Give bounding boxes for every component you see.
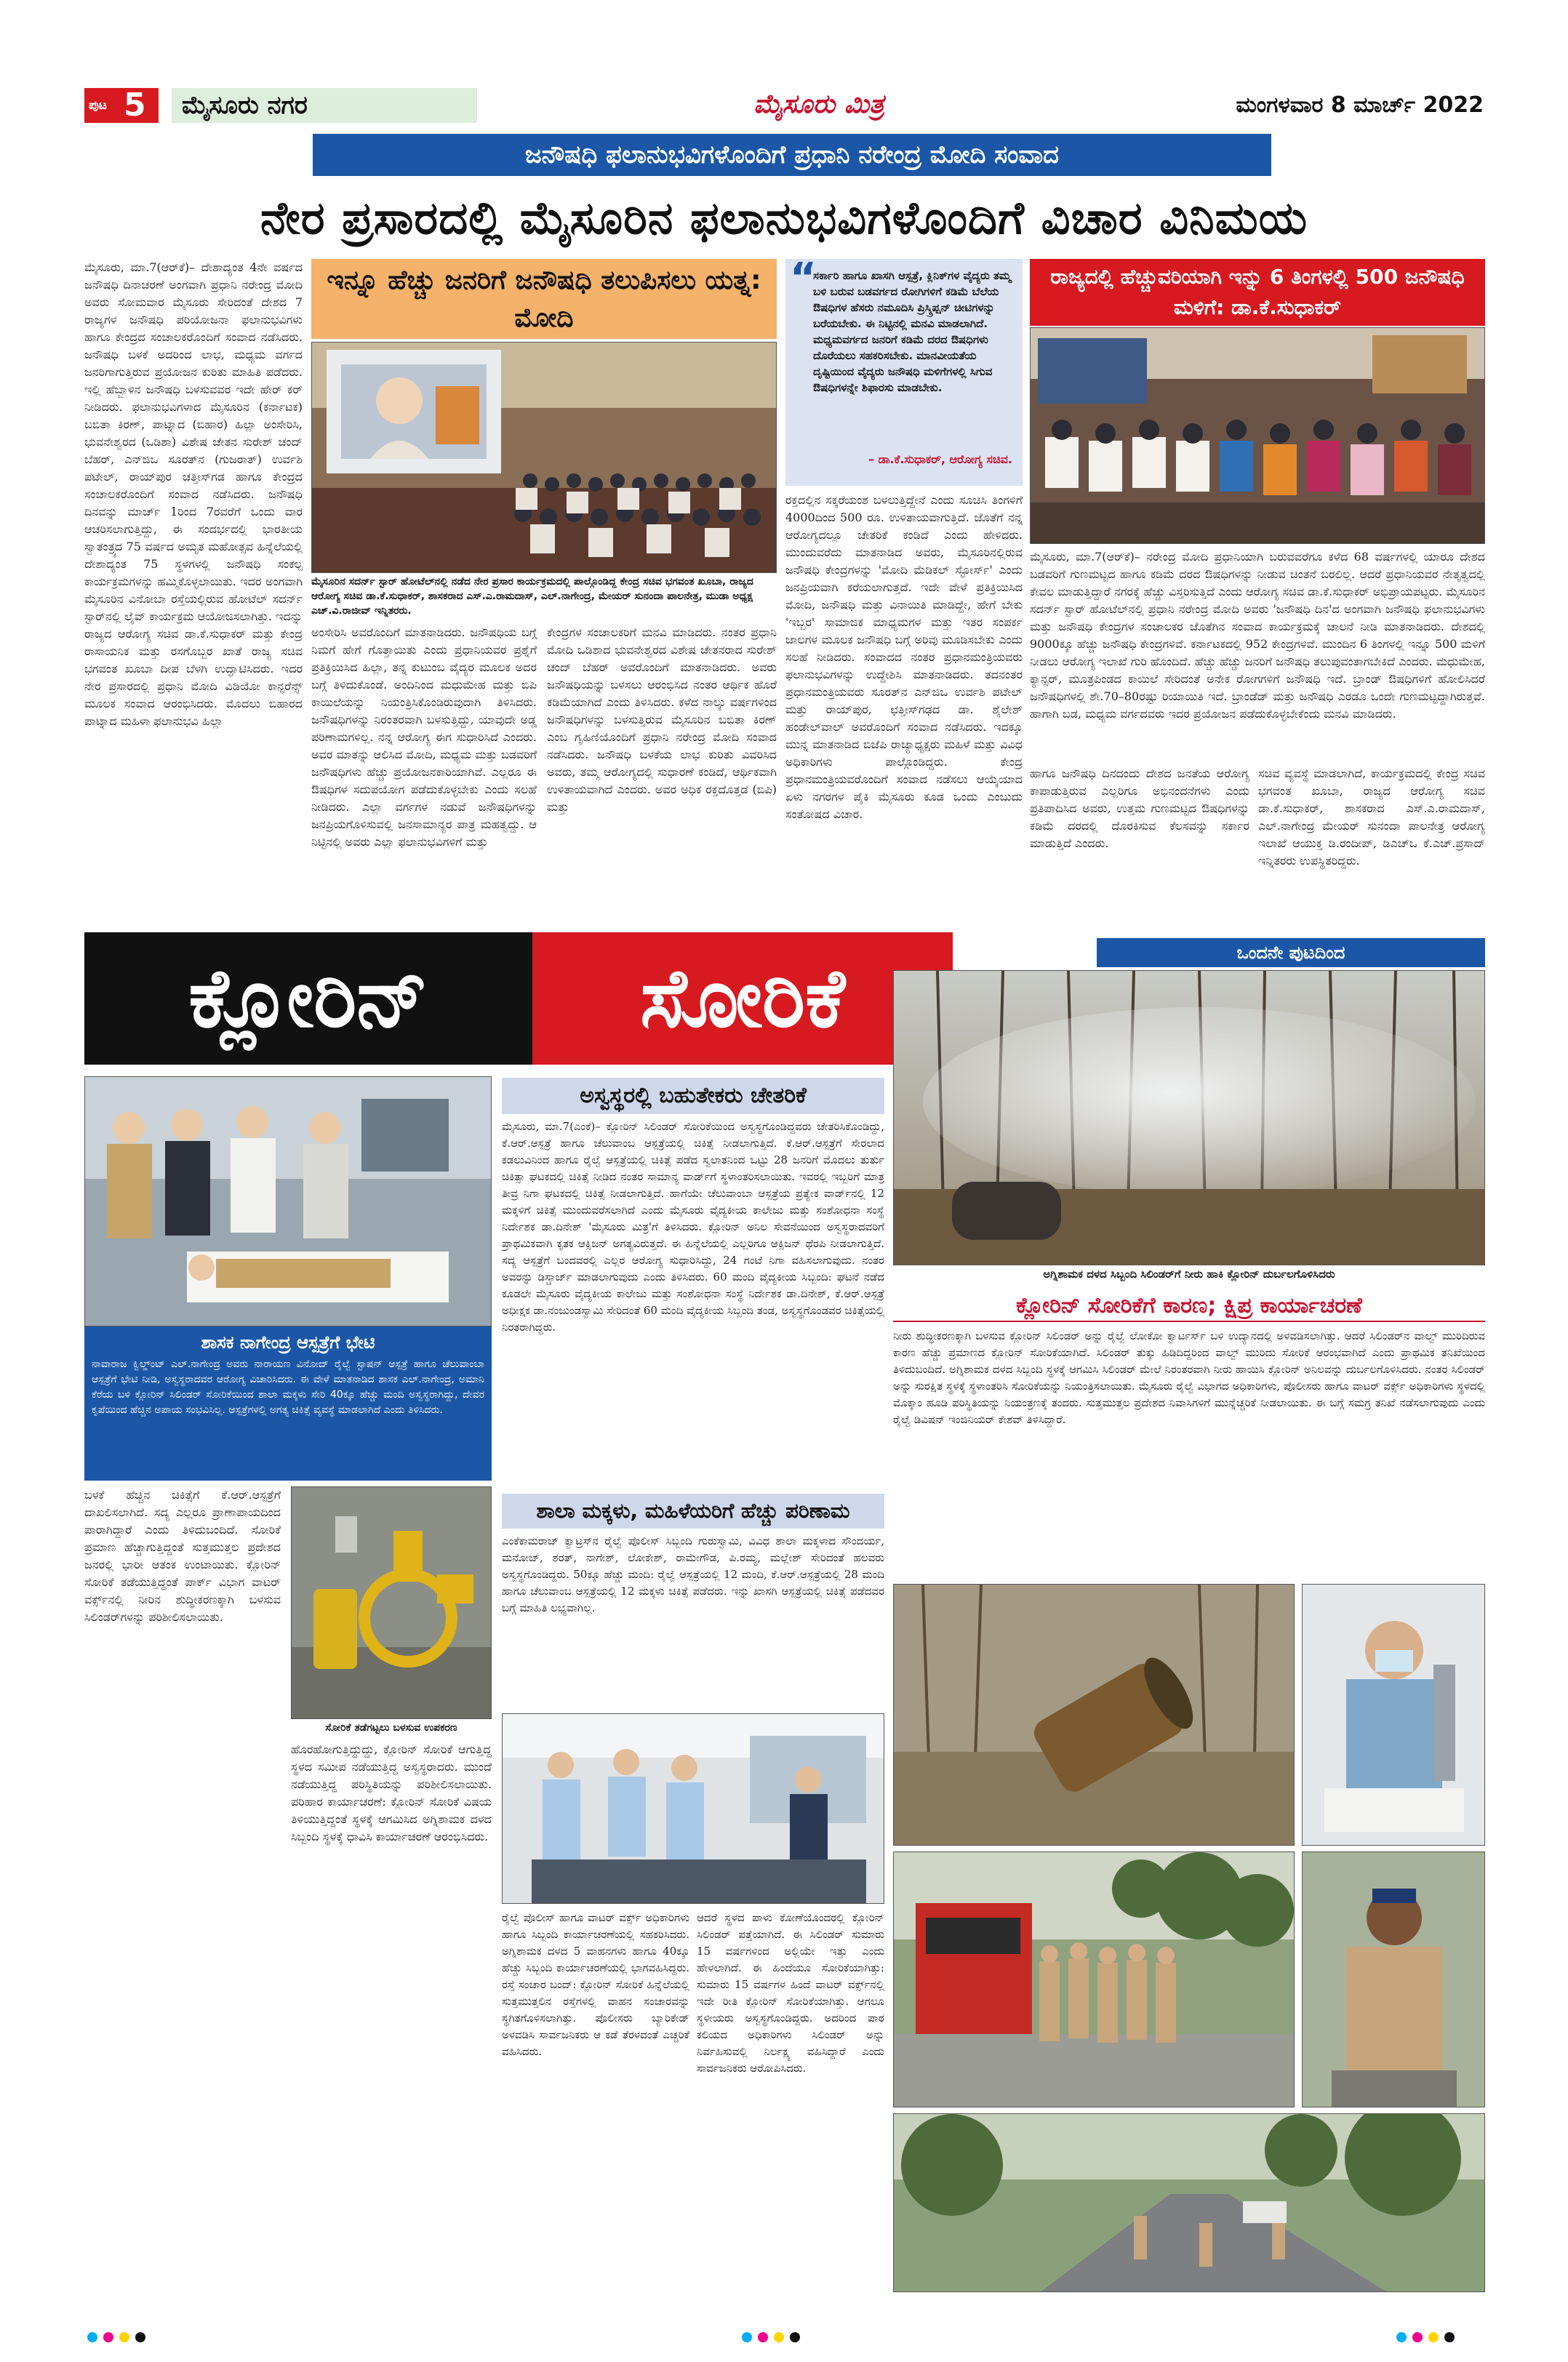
chlorine-banner-right bbox=[532, 932, 953, 1065]
sub3-head: ಕ್ಲೋರಿನ್ ಸೋರಿಕೆಗೆ ಕಾರಣ; ಕ್ಷಿಪ್ರ ಕಾರ್ಯಾಚರಣೆ bbox=[893, 1290, 1485, 1322]
story1-column-3: ರಕ್ತದಲ್ಲಿನ ಸಕ್ಕರೆಯಂಶ ಬಳಲುತ್ತಿದ್ದೇನೆ ಎಂದು ಸೂಚಿಸಿ ತಿಂಗಳಿಗೆ 4000ದಿಂದ 500 ರೂ. ಉಳಿತಾಯವಾಗುತ್ತಿದೆ. ಜೊತೆಗೆ ನನ್ನ ಆರೋಗ್ಯದಲ್ಲೂ ಚೇತರಿಕೆ ಕಂಡಿದೆ ಎಂದು ಹೇಳಿದರು. ಮುಂದುವರೆದು ಮಾತನಾಡಿದ ಅವರು, ಮೈಸೂರಿನಲ್ಲಿರುವ ಜನೌಷಧಿ ಕೇಂದ್ರಗಳನ್ನು 'ಮೋದಿ ಮೆಡಿಕಲ್ ಸ್ಟೋರ್ಸ್' ಎಂದು ಜನಪ್ರಿಯವಾಗಿ ಕರೆಯಲಾಗುತ್ತದೆ. ಇದೇ ವೇಳೆ ಪ್ರತಿಕ್ರಿಯಿಸಿದ ಮೋದಿ, ಜನೌಷಧಿ ಮತ್ತು ವಿನಾಯಿತಿ ಮಾಡಿದ್ದೇ, ಹೇಗೆ ಬೇಕು 'ಇಬ್ಬರ' ಸಾಮಾಜಿಕ ಮಾಧ್ಯಮಗಳ ಮತ್ತು ಇತರ ಸಂಪರ್ಕ ಜಾಲಗಳ ಮೂಲಕ ಜನೌಷಧಿ ಬಗ್ಗೆ ಅರಿವು ಮೂಡಿಸಬೇಕು ಎಂದು ಸಲಹೆ ನೀಡಿದರು. ಸಂವಾದದ ನಂತರ ಪ್ರಧಾನಮಂತ್ರಿಯವರು ಫಲಾನುಭವಿಗಳನ್ನು ಉದ್ದೇಶಿಸಿ ಮಾತನಾಡಿದರು. ತದನಂತರ ಪ್ರಧಾನಮಂತ್ರಿಯವರು ಸೂರತ್‌ನ ಎನ್‌ಜಿಒ ಉರ್ವಶಿ ಪಟೇಲ್ ಮತ್ತು ರಾಯ್‌ಪುರ, ಛತ್ತೀಸ್‌ಗಢದ ಡಾ. ಶೈಲೇಶ್ ಹಂಡೇಲ್‌ವಾಲ್ ಅವರೊಂದಿಗೆ ಸಂವಾದ ನಡೆಸಿದರು. ಇದಕ್ಕೂ ಮುನ್ನ ಮಾತನಾಡಿದ ಬಿಜೆಪಿ ರಾಜ್ಯಾಧ್ಯಕ್ಷರು ಮಹಿಳೆ ಮತ್ತು ವಿವಿಧ ಅಧಿಕಾರಿಗಳು ಪಾಲ್ಗೊಂಡಿದ್ದರು. ಕೇಂದ್ರ ಪ್ರಧಾನಮಂತ್ರಿಯವರೊಂದಿಗೆ ಸಂವಾದ ನಡೆಸಲು ಆಯ್ಕೆಯಾದ ಏಳು ನಗರಗಳ ಪೈಕಿ ಮೈಸೂರು ಕೂಡ ಒಂದು ಎಂಬುದು ಸಂತೋಷದ ವಿಚಾರ. bbox=[785, 493, 1023, 821]
chlorine-column-d: ಆದರೆ ಸ್ಥಳದ ಪಾಳು ಕೋಣೆಯೊಂದರಲ್ಲಿ ಕ್ಲೋರಿನ್ ಸಿಲಿಂಡರ್ ಪತ್ತೆಯಾಗಿದೆ. ಈ ಸಿಲಿಂಡರ್ ಸುಮಾರು 15 ವರ್ಷಗಳಿಂದ ಅಲ್ಲಿಯೇ ಇತ್ತು ಎಂದು ಹೇಳಲಾಗಿದೆ. ಈ ಹಿಂದೆಯೂ ಸೋರಿಕೆಯಾಗಿತ್ತು: ಸುಮಾರು 15 ವರ್ಷಗಳ ಹಿಂದೆ ವಾಟರ್ ವರ್ಕ್ಸ್‌ನಲ್ಲಿ ಇದೇ ರೀತಿ ಕ್ಲೋರಿನ್ ಸೋರಿಕೆಯಾಗಿತ್ತು. ಆಗಲೂ ಸ್ಥಳೀಯರು ಅಸ್ವಸ್ಥಗೊಂಡಿದ್ದರು. ಅದರಿಂದ ಪಾಠ ಕಲಿಯದ ಅಧಿಕಾರಿಗಳು ಸಿಲಿಂಡರ್ ಅನ್ನು ನಿರ್ವಹಿಸುವಲ್ಲಿ ನಿರ್ಲಕ್ಷ್ಯ ವಹಿಸಿದ್ದಾರೆ ಎಂದು ಸಾರ್ವಜನಿಕರು ಆರೋಪಿಸಿದರು. bbox=[697, 1911, 884, 2075]
registration-marks-center bbox=[742, 2331, 829, 2346]
mla-visit-caption-box bbox=[84, 1326, 492, 1481]
story1-photo-caption: ಮೈಸೂರಿನ ಸದರ್ನ್ ಸ್ಟಾರ್ ಹೋಟೆಲ್‌ನಲ್ಲಿ ನಡೆದ ನೇರ ಪ್ರಸಾರ ಕಾರ್ಯಕ್ರಮದಲ್ಲಿ ಪಾಲ್ಗೊಂಡಿದ್ದ ಕೇಂದ್ರ ಸಚಿವ ಭಗವಂತ ಖೂಬಾ, ರಾಜ್ಯದ ಆರೋಗ್ಯ ಸಚಿವ ಡಾ.ಕೆ.ಸುಧಾಕರ್, ಶಾಸಕರಾದ ಎಸ್.ಎ.ರಾಮದಾಸ್, ಎಲ್.ನಾಗೇಂದ್ರ, ಮೇಯರ್ ಸುನಂದಾ ಪಾಲನೇತ್ರ, ಮುಡಾ ಅಧ್ಯಕ್ಷ ಎಚ್.ವಿ.ರಾಜೀವ್ ಇನ್ನಿತರರು. bbox=[311, 576, 753, 617]
issue-date: ಮಂಗಳವಾರ 8 ಮಾರ್ಚ್ 2022 bbox=[1236, 92, 1484, 118]
reg-dot-black bbox=[1444, 2332, 1455, 2342]
story1-bottom-b: ಸಚಿವ ವ್ಯವಸ್ಥೆ ಮಾಡಲಾಗಿದೆ, ಕಾರ್ಯಕ್ರಮದಲ್ಲಿ ಕೇಂದ್ರ ಸಚಿವ ಭಗವಂತ ಖೂಬಾ, ರಾಜ್ಯದ ಆರೋಗ್ಯ ಸಚಿವ ಡಾ.ಕೆ.ಸುಧಾಕರ್, ಶಾಸಕರಾದ ಎಸ್.ಎ.ರಾಮದಾಸ್, ಎಲ್.ನಾಗೇಂದ್ರ ಮೇಯರ್ ಸುನಂದಾ ಪಾಲನೇತ್ರ ಆರೋಗ್ಯ ಇಲಾಖೆ ಆಯುಕ್ತ ಡಿ.ರಂದೀಪ್, ಡಿಎಚ್‌ಒ ಕೆ.ಎಚ್.ಪ್ರಸಾದ್ ಇನ್ನಿತರರು ಉಪಸ್ಥಿತರಿದ್ದರು. bbox=[1258, 766, 1485, 868]
story1-kicker: ಜನೌಷಧಿ ಫಲಾನುಭವಿಗಳೊಂದಿಗೆ ಪ್ರಧಾನಿ ನರೇಂದ್ರ ಮೋದಿ ಸಂವಾದ bbox=[313, 134, 1271, 176]
banner-right-text: ಸೋರಿಕೆ bbox=[640, 951, 845, 1046]
chlorine-column-b: ಹೊರಹೋಗುತ್ತಿದ್ದುದ್ದು, ಕ್ಲೋರಿನ್ ಸೋರಿಕೆ ಆಗುತ್ತಿದ್ದ ಸ್ಥಳದ ಸಮೀಪ ನಡೆಯುತ್ತಿದ್ದ ಅಸ್ವಸ್ಥರಾದರು. ಮುಂದೆ ನಡೆಯುತ್ತಿದ್ದ ಪರಿಸ್ಥಿತಿಯನ್ನು ಪರಿಶೀಲಿಸಲಾಯಿತು. ಪರಿಹಾರ ಕಾರ್ಯಾಚರಣೆ: ಕ್ಲೋರಿನ್ ಸೋರಿಕೆ ವಿಷಯ ತಿಳಿಯುತ್ತಿದ್ದಂತೆ ಸ್ಥಳಕ್ಕೆ ಆಗಮಿಸಿದ ಅಗ್ನಿಶಾಮಕ ದಳದ ಸಿಬ್ಬಂದಿ ಸ್ಥಳಕ್ಕೆ ಧಾವಿಸಿ ಕಾರ್ಯಾಚರಣೆ ಆರಂಭಿಸಿದರು. bbox=[291, 1742, 492, 1843]
reg-dot-yellow bbox=[1428, 2332, 1439, 2342]
continued-from-front: ಒಂದನೇ ಪುಟದಿಂದ bbox=[1097, 938, 1485, 967]
chlorine-column-c: ರೈಲ್ವೆ ಪೊಲೀಸ್ ಹಾಗೂ ವಾಟರ್ ವರ್ಕ್ಸ್ ಅಧಿಕಾರಿಗಳು ಹಾಗೂ ಸಿಬ್ಬಂದಿ ಕಾರ್ಯಾಚರಣೆಯಲ್ಲಿ ಸಹಕರಿಸಿದರು. ಅಗ್ನಿಶಾಮಕ ದಳದ 5 ವಾಹನಗಳು ಹಾಗೂ 40ಕ್ಕೂ ಹೆಚ್ಚು ಸಿಬ್ಬಂದಿ ಕಾರ್ಯಾಚರಣೆಯಲ್ಲಿ ಭಾಗವಹಿಸಿದ್ದರು. ರಸ್ತೆ ಸಂಚಾರ ಬಂದ್: ಕ್ಲೋರಿನ್ ಸೋರಿಕೆ ಹಿನ್ನೆಲೆಯಲ್ಲಿ ಸುತ್ತಮುತ್ತಲಿನ ರಸ್ತೆಗಳಲ್ಲಿ ವಾಹನ ಸಂಚಾರವನ್ನು ಸ್ಥಗಿತಗೊಳಿಸಲಾಗಿತ್ತು. ಪೊಲೀಸರು ಬ್ಯಾರಿಕೇಡ್ ಅಳವಡಿಸಿ ಸಾರ್ವಜನಿಕರು ಆ ಕಡೆ ತೆರಳದಂತೆ ಎಚ್ಚರಿಕೆ ವಹಿಸಿದರು. bbox=[502, 1911, 689, 2058]
modi-video-conference-photo bbox=[311, 342, 777, 573]
chlorine-column-a: ಬಳಕೆ ಹೆಚ್ಚಿನ ಚಿಕಿತ್ಸೆಗೆ ಕೆ.ಆರ್.ಆಸ್ಪತ್ರೆಗೆ ದಾಖಲಿಸಲಾಗಿದೆ. ಸದ್ಯ ಎಲ್ಲರೂ ಪ್ರಾಣಾಪಾಯದಿಂದ ಪಾರಾಗಿದ್ದಾರೆ ಎಂದು ತಿಳಿದುಬಂದಿದೆ. ಸೋರಿಕೆ ಪ್ರಮಾಣ ಹೆಚ್ಚಾಗುತ್ತಿದ್ದಂತೆ ಸುತ್ತಮುತ್ತಲ ಪ್ರದೇಶದ ಜನರಲ್ಲಿ ಭಾರೀ ಆತಂಕ ಉಂಟಾಯಿತು. ಕ್ಲೋರಿನ್ ಸೋರಿಕೆ ತಡೆಯುತ್ತಿದ್ದಂತೆ ಪಾರ್ಕ್ ವಿಭಾಗ ವಾಟರ್ ವರ್ಕ್ಸ್‌ನಲ್ಲಿ ನೀರಿನ ಶುದ್ಧೀಕರಣಕ್ಕಾಗಿ ಬಳಸುವ ಸಿಲಿಂಡರ್‌ಗಳನ್ನು ಪರಿಶೀಲಿಸಲಾಯಿತು. bbox=[84, 1488, 281, 1624]
story1-box-head: ಇನ್ನೂ ಹೆಚ್ಚು ಜನರಿಗೆ ಜನೌಷಧಿ ತಲುಪಿಸಲು ಯತ್ನ: ಮೋದಿ bbox=[311, 259, 777, 339]
valve-equipment-photo bbox=[291, 1486, 492, 1719]
page-number: 5 bbox=[124, 87, 146, 124]
police-officer-photo bbox=[1302, 1851, 1485, 2107]
sub1-head: ಅಸ್ವಸ್ಥರಲ್ಲಿ ಬಹುತೇಕರು ಚೇತರಿಕೆ bbox=[502, 1078, 884, 1114]
reg-dot-black bbox=[135, 2332, 145, 2342]
sudhakar-audience-photo bbox=[1030, 327, 1485, 544]
story1-headline: ನೇರ ಪ್ರಸಾರದಲ್ಲಿ ಮೈಸೂರಿನ ಫಲಾನುಭವಿಗಳೊಂದಿಗೆ ವಿಚಾರ ವಿನಿಮಯ bbox=[260, 191, 1308, 244]
sub2-head: ಶಾಲಾ ಮಕ್ಕಳು, ಮಹಿಳೆಯರಿಗೆ ಹೆಚ್ಚು ಪರಿಣಾಮ bbox=[502, 1494, 884, 1529]
reg-dot-cyan bbox=[1396, 2332, 1407, 2342]
masthead-logo: ಮೈಸೂರು ಮಿತ್ರ bbox=[753, 89, 884, 119]
story1-redbox-head: ರಾಜ್ಯದಲ್ಲಿ ಹೆಚ್ಚುವರಿಯಾಗಿ ಇನ್ನು 6 ತಿಂಗಳಲ್ಲಿ 500 ಜನೌಷಧಿ ಮಳಿಗೆ: ಡಾ.ಕೆ.ಸುಧಾಕರ್ bbox=[1030, 259, 1485, 326]
story1-bottom-a: ಹಾಗೂ ಜನೌಷಧಿ ದಿನದಂದು ದೇಶದ ಜನತೆಯ ಆರೋಗ್ಯ ಕಾಪಾಡುತ್ತಿರುವ ಎಲ್ಲರಿಗೂ ಅಭಿನಂದನೆಗಳು ಎಂದು ಪ್ರತಿಪಾದಿಸಿದ ಅವರು, ಉತ್ತಮ ಗುಣಮಟ್ಟದ ಔಷಧಿಗಳನ್ನು ಕಡಿಮೆ ದರದಲ್ಲಿ ದೊರಕಿಸುವ ಕೆಲಸವನ್ನು ಸರ್ಕಾರ ಮಾಡುತ್ತಿದೆ ಎಂದರು. bbox=[1030, 766, 1249, 850]
sub2-text: ಎಂಕೆಕಾಮರಾಜ್ ಕ್ವಾಟ್ರಸ್‌ನ ರೈಲ್ವೆ ಪೊಲೀಸ್ ಸಿಬ್ಬಂದಿ ಗುರುಸ್ವಾಮಿ, ವಿವಿಧ ಶಾಲಾ ಮಕ್ಕಳಾದ ಸೌಂದರ್ಯ, ಮನೋಜ್, ಶರತ್, ನಾಗೇಶ್, ಲೋಕೇಶ್, ರಾಮೇಗೌಡ, ಪಿ.ರಮ್ಯ, ಮಲ್ಲೇಶ್ ಸೇರಿದಂತೆ ಹಲವರು ಅಸ್ವಸ್ಥಗೊಂಡಿದ್ದರು. 50ಕ್ಕೂ ಹೆಚ್ಚು ಮಂದಿ: ರೈಲ್ವೆ ಆಸ್ಪತ್ರೆಯಲ್ಲಿ 12 ಮಂದಿ, ಕೆ.ಆರ್.ಆಸ್ಪತ್ರೆಯಲ್ಲಿ 28 ಮಂದಿ ಹಾಗೂ ಚೆಲುವಾಂಬ ಆಸ್ಪತ್ರೆಯಲ್ಲಿ 12 ಮಕ್ಕಳು ಚಿಕಿತ್ಸೆ ಪಡೆದರು. ಇನ್ನು ಖಾಸಗಿ ಆಸ್ಪತ್ರೆಯಲ್ಲಿ ಚಿಕಿತ್ಸೆ ಪಡೆದವರ ಬಗ್ಗೆ ಮಾಹಿತಿ ಲಭ್ಯವಾಗಿಲ್ಲ. bbox=[502, 1534, 884, 1614]
road-blockade-photo bbox=[893, 2113, 1485, 2292]
reg-dot-cyan bbox=[742, 2332, 752, 2342]
reg-dot-magenta bbox=[758, 2332, 768, 2342]
reg-dot-black bbox=[790, 2332, 800, 2342]
fallen-cylinder-photo bbox=[893, 1584, 1295, 1846]
quote-text: ಸರ್ಕಾರಿ ಹಾಗೂ ಖಾಸಗಿ ಆಸ್ಪತ್ರೆ, ಕ್ಲಿನಿಕ್‌ಗಳ ವೈದ್ಯರು ತಮ್ಮ ಬಳಿ ಬರುವ ಬಡವರ್ಗದ ರೋಗಿಗಳಿಗೆ ಕಡಿಮೆ ಬೆಲೆಯ ಔಷಧಿಗಳ ಹೆಸರು ನಮೂದಿಸಿ ಪ್ರಿಸ್ಕ್ರಿಪ್ಷನ್ ಚೀಟಿಗಳನ್ನು ಬರೆಯಬೇಕು. ಈ ನಿಟ್ಟಿನಲ್ಲಿ ಮನವಿ ಮಾಡಲಾಗಿದೆ. ಮಧ್ಯಮವರ್ಗದ ಜನರಿಗೆ ಕಡಿಮೆ ದರದ ಔಷಧಿಗಳು ದೊರೆಯಲು ಸಹಕರಿಸಬೇಕು. ಮಾನವೀಯತೆಯ ದೃಷ್ಟಿಯಿಂದ ವೈದ್ಯರು ಜನೌಷಧಿ ಮಳಿಗೆಗಳಲ್ಲಿ ಸಿಗುವ ಔಷಧಿಗಳನ್ನೇ ಶಿಫಾರಸು ಮಾಡಬೇಕು. bbox=[813, 269, 1012, 394]
registration-marks-right bbox=[1396, 2331, 1484, 2346]
story1-column-2a: ಅಂಸೇರಿಸಿ ಅವರೊಂದಿಗೆ ಮಾತನಾಡಿದರು. ಜನೌಷಧಿಯ ಬಗ್ಗೆ ನಿಮಗೆ ಹೇಗೆ ಗೊತ್ತಾಯಿತು ಎಂದು ಪ್ರಧಾನಿಯವರ ಪ್ರಶ್ನೆಗೆ ಪ್ರತಿಕ್ರಿಯಿಸಿದ ಹಿಲ್ಲಾ, ತನ್ನ ಕುಟುಂಬ ವೈದ್ಯರ ಮೂಲಕ ಅದರ ಬಗ್ಗೆ ತಿಳಿದುಕೊಂಡೆ. ಅಂದಿನಿಂದ ಮಧುಮೇಹ ಮತ್ತು ಬಿಪಿ ಕಾಯಿಲೆಯನ್ನು ನಿಯಂತ್ರಿಸಿಕೊಂಡಿರುವುದಾಗಿ ತಿಳಿಸಿದರು. ಜನೌಷಧಿಗಳನ್ನು ನಿರಂತರವಾಗಿ ಬಳಸುತ್ತಿದ್ದು, ಯಾವುದೇ ಅಡ್ಡ ಪರಿಣಾಮಗಳಿಲ್ಲ. ನನ್ನ ಆರೋಗ್ಯ ಈಗ ಸುಧಾರಿಸಿದೆ ಎಂದರು. ಅವರ ಮಾತನ್ನು ಆಲಿಸಿದ ಮೋದಿ, ಮಧ್ಯಮ ಮತ್ತು ಬಡವರಿಗೆ ಜನೌಷಧಿಗಳು ಹೆಚ್ಚು ಪ್ರಯೋಜನಕಾರಿಯಾಗಿವೆ. ಎಲ್ಲರೂ ಈ ಔಷಧಿಗಳ ಸದುಪಯೋಗ ಪಡೆದುಕೊಳ್ಳಬೇಕು ಎಂದು ಸಲಹೆ ನೀಡಿದರು. ಎಲ್ಲಾ ವರ್ಗಗಳ ನಡುವೆ ಜನೌಷಧಿಗಳನ್ನು ಜನಪ್ರಿಯಗೊಳಿಸುವಲ್ಲಿ ಜನಸಾಮಾನ್ಯರ ಪಾತ್ರ ಮಹತ್ವದ್ದು. ಆ ನಿಟ್ಟಿನಲ್ಲಿ ಅವರು ಎಲ್ಲಾ ಫಲಾನುಭವಿಗಳಿಗೆ ಮತ್ತು bbox=[311, 625, 537, 849]
story1-column-1: ಮೈಸೂರು, ಮಾ.7(ಆರ್‌ಕೆ)– ದೇಶಾದ್ಯಂತ 4ನೇ ವರ್ಷದ ಜನೌಷಧಿ ದಿನಾಚರಣೆ ಅಂಗವಾಗಿ ಪ್ರಧಾನಿ ನರೇಂದ್ರ ಮೋದಿ ಅವರು ಸೋಮವಾರ ಮೈಸೂರು ಸೇರಿದಂತೆ ದೇಶದ 7 ರಾಜ್ಯಗಳ ಜನೌಷಧಿ ಪರಿಯೋಜನಾ ಫಲಾನುಭವಿಗಳು ಹಾಗೂ ಕೇಂದ್ರದ ಸಂಚಾಲಕರೊಂದಿಗೆ ಸಂವಾದ ನಡೆಸಿದರು. ಜನೌಷಧಿ ಬಳಕೆ ಅದರಿಂದ ಲಾಭ, ಮಧ್ಯಮ ವರ್ಗದ ಜನರಿಗಾಗುತ್ತಿರುವ ಪ್ರಯೋಜನ ಕುರಿತು ಮಾಹಿತಿ ಪಡೆದರು. ಇಲ್ಲಿ ಹೆಬ್ಬಾಳಿನ ಜನೌಷಧಿ ಬಳಸುವವರ ಇದೇ ಹೇರ್ ಕರ್ ನೀಡಿದರು. ಫಲಾನುಭವಿಗಳಾದ ಮೈಸೂರಿನ (ಕರ್ನಾಟಕ) ಬಬಿತಾ ಕಿರಣ್, ಪಾಟ್ನಾದ (ಬಿಹಾರ) ಹಿಲ್ಲಾ ಅಂಸೇರಿಸಿ, ಭುವನೇಶ್ವರದ (ಒಡಿಶಾ) ವಿಶೇಷ ಚೇತನ ಸುರೇಶ್ ಚಂದ್ ಬೆಹರ್, ಎನ್‌ಜಿಒ ಸೂರತ್‌ನ (ಗುಜರಾತ್) ಉರ್ವಶಿ ಪಟೇಲ್, ರಾಯ್‌ಪುರ ಚತ್ತೀಸ್‌ಗಡ ಹಾಗೂ ಕೇಂದ್ರದ ಸಂಚಾಲಕರೊಂದಿಗೆ ಸಂವಾದ ನಡೆಸಿದರು. ಜನೌಷಧಿ ದಿನವನ್ನು ಮಾರ್ಚ್ 1ರಿಂದ 7ರವರೆಗೆ ಒಂದು ವಾರ ಆಚರಿಸಲಾಗುತ್ತಿದ್ದು, ಈ ಸಂದರ್ಭದಲ್ಲಿ ಭಾರತೀಯ ಸ್ವಾತಂತ್ರ್ಯದ 75 ವರ್ಷದ ಅಮೃತ ಮಹೋತ್ಸವ ಹಿನ್ನೆಲೆಯಲ್ಲಿ ದೇಶಾದ್ಯಂತ 75 ಸ್ಥಳಗಳಲ್ಲಿ ಜನೌಷಧಿ ಸಂಕಲ್ಪ ಕಾರ್ಯಕ್ರಮಗಳನ್ನು ಹಮ್ಮಿಕೊಳ್ಳಲಾಯಿತು. ಇದರ ಅಂಗವಾಗಿ ಮೈಸೂರಿನ ವಿನೋಬಾ ರಸ್ತೆಯಲ್ಲಿರುವ ಹೋಟೆಲ್ ಸದರ್ನ್ ಸ್ಟಾರ್‌ನಲ್ಲಿ ಲೈವ್ ಕಾರ್ಯಕ್ರಮ ಆಯೋಜಿಸಲಾಗಿತ್ತು. ಇದನ್ನು ರಾಜ್ಯದ ಆರೋಗ್ಯ ಸಚಿವ ಡಾ.ಕೆ.ಸುಧಾಕರ್ ಮತ್ತು ಕೇಂದ್ರ ರಾಸಾಯನಿಕ ಮತ್ತು ರಸಗೊಬ್ಬರ ಖಾತೆ ರಾಜ್ಯ ಸಚಿವ ಭಗವಂತ ಖೂಬಾ ದೀಪ ಬೆಳಗಿ ಉದ್ಘಾಟಿಸಿದರು. ಇದರ ನೇರ ಪ್ರಸಾರದಲ್ಲಿ ಪ್ರಧಾನಿ ಮೋದಿ ವಿಡಿಯೋ ಕಾನ್ಫರೆನ್ಸ್ ಮೂಲಕ ಸಂವಾದ ಆರಂಭಿಸಿದರು. ಮೊದಲು ಬಿಹಾರದ ಪಾಟ್ನಾದ ಮಹಿಳಾ ಫಲಾನುಭವಿ ಹಿಲ್ಲಾ bbox=[84, 260, 303, 728]
fire-engine-photo bbox=[893, 1851, 1295, 2107]
smoke-photo-caption: ಅಗ್ನಿಶಾಮಕ ದಳದ ಸಿಬ್ಬಂದಿ ಸಿಲಿಂಡರ್‌ಗೆ ನೀರು ಹಾಕಿ ಕ್ಲೋರಿನ್ ದುರ್ಬಲಗೊಳಿಸಿದರು bbox=[1043, 1268, 1335, 1281]
valve-equipment-caption: ಸೋರಿಕೆ ತಡೆಗಟ್ಟಲು ಬಳಸುವ ಉಪಕರಣ bbox=[325, 1722, 457, 1734]
sub1-text: ಮೈಸೂರು, ಮಾ.7(ಎಂಕೆ)– ಕ್ಲೋರಿನ್ ಸಿಲಿಂಡರ್ ಸೋರಿಕೆಯಿಂದ ಅಸ್ವಸ್ಥಗೊಂಡಿದ್ದವರು ಚೇತರಿಸಿಕೊಂಡಿದ್ದು, ಕೆ.ಆರ್.ಆಸ್ಪತ್ರೆ ಹಾಗೂ ಚೆಲುವಾಂಬ ಆಸ್ಪತ್ರೆಯಲ್ಲಿ ಚಿಕಿತ್ಸೆ ನೀಡಲಾಗುತ್ತಿದೆ. ಕೆ.ಆರ್.ಆಸ್ಪತ್ರೆಗೆ ಸೇರಲಾದ ಕಡಲುವಿನಿಂದ ಹಾಗೂ ರೈಲ್ವೆ ಆಸ್ಪತ್ರೆಯಲ್ಲಿ ಚಿಕಿತ್ಸೆ ಪಡೆದ ಸ್ವಲಾತನಿಂದ ಒಟ್ಟು 28 ಜನರಿಗೆ ಮೊದಲು ತುರ್ತು ಚಿಕಿತ್ಸಾ ಘಟಕದಲ್ಲಿ ಚಿಕಿತ್ಸೆ ನೀಡಿದ ನಂತರ ಸಾಮಾನ್ಯ ವಾರ್ಡ್‌ಗೆ ಸ್ಥಳಾಂತರಿಸಲಾಯಿತು. ಇವರಲ್ಲಿ ಇಬ್ಬರಿಗೆ ಮಾತ್ರ ತೀವ್ರ ನಿಗಾ ಘಟಕದಲ್ಲಿ ಚಿಕಿತ್ಸೆ ನೀಡಲಾಗುತ್ತಿದೆ. ಹಾಗೆಯೇ ಚೆಲುವಾಂಬಾ ಆಸ್ಪತ್ರೆಯ ಪ್ರತ್ಯೇಕ ವಾರ್ಡ್‌ನಲ್ಲಿ 12 ಮಕ್ಕಳಿಗೆ ಚಿಕಿತ್ಸೆ ಮುಂದುವರೆಸಲಾಗಿದೆ ಎಂದು ಮೈಸೂರು ವೈದ್ಯಕೀಯ ಕಾಲೇಜು ಮತ್ತು ಸಂಶೋಧನಾ ಸಂಸ್ಥೆ ನಿರ್ದೇಶಕ ಡಾ.ದಿನೇಶ್ 'ಮೈಸೂರು ಮಿತ್ರ'ಗೆ ತಿಳಿಸಿದರು. ಕ್ಲೋರಿನ್ ಅನಿಲ ಸೇವನೆಯಿಂದ ಅಸ್ವಸ್ಥರಾದವರಿಗೆ ಪ್ರಾಥಮಿಕವಾಗಿ ಕೃತಕ ಆಕ್ಸಿಜನ್ ಅಗತ್ಯವಿರುತ್ತದೆ. ಈ ಹಿನ್ನೆಲೆಯಲ್ಲಿ ಎಲ್ಲರಿಗೂ ಆಕ್ಸಿಜನ್ ಥೆರಪಿ ನೀಡಲಾಗುತ್ತಿದೆ. ಸದ್ಯ ಆಸ್ಪತ್ರೆಗೆ ಬಂದವರಲ್ಲಿ ಎಲ್ಲರ ಆರೋಗ್ಯ ಸುಧಾರಿಸಿದ್ದು, 24 ಗಂಟೆ ನಿಗಾ ವಹಿಸಲಾಗುವುದು. ನಂತರ ಅವರನ್ನು ಡಿಸ್ಚಾರ್ಜ್ ಮಾಡಲಾಗುವುದು ಎಂದು ತಿಳಿಸಿದರು. 60 ಮಂದಿ ವೈದ್ಯಕೀಯ ಸಿಬ್ಬಂದಿ: ಘಟನೆ ನಡೆದ ಕೂಡಲೇ ಮೈಸೂರು ವೈದ್ಯಕೀಯ ಕಾಲೇಜು ಮತ್ತು ಸಂಶೋಧನಾ ಸಂಸ್ಥೆ ನಿರ್ದೇಶಕ ಡಾ.ದಿನೇಶ್, ಕೆ.ಆರ್.ಆಸ್ಪತ್ರೆ ಅಧೀಕ್ಷಕ ಡಾ.ನಂಜುಂಡಸ್ವಾಮಿ ಸೇರಿದಂತೆ 60 ಮಂದಿ ವೈದ್ಯಕೀಯ ಸಿಬ್ಬಂದಿ ತಂಡ, ಅಸ್ವಸ್ಥಗೊಂಡವರ ಚಿಕಿತ್ಸೆಯಲ್ಲಿ ನಿರತರಾಗಿದ್ದರು. bbox=[502, 1120, 884, 1334]
sub3-text: ನೀರು ಶುದ್ಧೀಕರಣಕ್ಕಾಗಿ ಬಳಸುವ ಕ್ಲೋರಿನ್ ಸಿಲಿಂಡರ್ ಅನ್ನು ರೈಲ್ವೆ ಲೋಕೋ ಕ್ವಾರ್ಟರ್ಸ್ ಬಳಿ ಉದ್ಯಾನದಲ್ಲಿ ಅಳವಡಿಸಲಾಗಿತ್ತು. ಆದರೆ ಸಿಲಿಂಡರ್‌ನ ವಾಲ್ವ್ ಮುರಿದಿರುವ ಕಾರಣ ಹೆಚ್ಚು ಪ್ರಮಾಣದ ಕ್ಲೋರಿನ್ ಸೋರಿಕೆಯಾಗಿದೆ. ಸಿಲಿಂಡರ್ ತುಕ್ಕು ಹಿಡಿದಿದ್ದರಿಂದ ವಾಲ್ವ್ ಮುರಿದು ಸೋರಿಕೆ ಆರಂಭವಾಗಿದೆ ಎಂದು ಪ್ರಾಥಮಿಕ ತನಿಖೆಯಿಂದ ತಿಳಿದುಬಂದಿದೆ. ಅಗ್ನಿಶಾಮಕ ದಳದ ಸಿಬ್ಬಂದಿ ಸ್ಥಳಕ್ಕೆ ಆಗಮಿಸಿ ಸಿಲಿಂಡರ್ ಮೇಲೆ ನಿರಂತರವಾಗಿ ನೀರು ಹಾಯಿಸಿ ಕ್ಲೋರಿನ್ ಅನಿಲವನ್ನು ದುರ್ಬಲಗೊಳಿಸಿದರು. ನಂತರ ಸಿಲಿಂಡರ್ ಅನ್ನು ಸುರಕ್ಷಿತ ಸ್ಥಳಕ್ಕೆ ಸ್ಥಳಾಂತರಿಸಿ ಸೋರಿಕೆಯನ್ನು ನಿಯಂತ್ರಿಸಲಾಯಿತು. ಮೈಸೂರು ರೈಲ್ವೆ ವಿಭಾಗದ ಅಧಿಕಾರಿಗಳು, ಪೊಲೀಸರು ಹಾಗೂ ವಾಟರ್ ವರ್ಕ್ಸ್ ಅಧಿಕಾರಿಗಳು ಸ್ಥಳದಲ್ಲಿ ಮೊಕ್ಕಾಂ ಹೂಡಿ ಪರಿಸ್ಥಿತಿಯನ್ನು ನಿಯಂತ್ರಣಕ್ಕೆ ತಂದರು. ಸುತ್ತಮುತ್ತಲ ಪ್ರದೇಶದ ನಿವಾಸಿಗಳಿಗೆ ಮುನ್ನೆಚ್ಚರಿಕೆ ನೀಡಲಾಯಿತು. ಈ ಬಗ್ಗೆ ಸಮಗ್ರ ತನಿಖೆ ನಡೆಸಲಾಗುವುದು ಎಂದು ರೈಲ್ವೆ ಡಿವಿಷನ್ ಇಂಜಿನಿಯರ್ ಕೇಶವ್ ತಿಳಿಸಿದ್ದಾರೆ. bbox=[893, 1329, 1485, 1426]
page-label: ಪುಟ bbox=[89, 98, 107, 113]
reg-dot-magenta bbox=[1412, 2332, 1423, 2342]
patient-oxygen-photo bbox=[1302, 1584, 1485, 1846]
reg-dot-magenta bbox=[103, 2332, 113, 2342]
mla-visit-caption-text: ನಾವಾರಾಜ ಕ್ವಿಲ್ಡ್‌ಂಟ್ ಎಲ್.ನಾಗೇಂದ್ರ ಅವರು ನಾರಾಯಣ ವಿನೋದ್ ರೈಲ್ವೆ ಸ್ಟಾಷನ್ ಆಸ್ಪತ್ರೆ ಹಾಗೂ ಚೆಲುವಾಂಬಾ ಆಸ್ಪತ್ರೆಗೆ ಭೇಟಿ ನೀಡಿ, ಅಸ್ವಸ್ಥರಾದವರ ಆರೋಗ್ಯ ವಿಚಾರಿಸಿದರು. ಈ ವೇಳೆ ಮಾತನಾಡಿದ ಶಾಸಕ ಎಲ್.ನಾಗೇಂದ್ರ, ಅಮಾನಿ ಕೆರೆಯ ಬಳಿ ಕ್ಲೋರಿನ್ ಸಿಲಿಂಡರ್ ಸೋರಿಕೆಯಿಂದ ಶಾಲಾ ಮಕ್ಕಳು ಸೇರಿ 40ಕ್ಕೂ ಹೆಚ್ಚು ಮಂದಿ ಅಸ್ವಸ್ಥರಾಗಿದ್ದು, ದೇವರ ಕೃಪೆಯಿಂದ ಹೆಚ್ಚಿನ ಅಪಾಯ ಸಂಭವಿಸಿಲ್ಲ. ಆಸ್ಪತ್ರೆಗಳಲ್ಲಿ ಅಗತ್ಯ ಚಿಕಿತ್ಸೆ ವ್ಯವಸ್ಥೆ ಮಾಡಲಾಗಿದೆ ಎಂದು ತಿಳಿಸಿದರು. bbox=[92, 1358, 484, 1416]
story1-column-2b: ಕೇಂದ್ರಗಳ ಸಂಚಾಲಕರಿಗೆ ಮನವಿ ಮಾಡಿದರು. ನಂತರ ಪ್ರಧಾನಿ ಮೋದಿ ಒಡಿಶಾದ ಭುವನೇಶ್ವರದ ವಿಶೇಷ ಚೇತನರಾದ ಸುರೇಶ್ ಚಂದ್ ಬೆಹರ್ ಅವರೊಂದಿಗೆ ಮಾತನಾಡಿದರು. ಅವರು ಜನೌಷಧಿಯನ್ನು ಬಳಸಲು ಆರಂಭಿಸಿದ ನಂತರ ಆರ್ಥಿಕ ಹೊರೆ ಕಡಿಮೆಯಾಗಿದೆ ಎಂದು ತಿಳಿಸಿದರು. ಕಳೆದ ನಾಲ್ಕು ವರ್ಷಗಳಿಂದ ಜನೌಷಧಿಗಳನ್ನು ಬಳಸುತ್ತಿರುವ ಮೈಸೂರಿನ ಬಬಿತಾ ಕಿರಣ್ ಎಂಬ ಗೃಹಿಣಿಯೊಂದಿಗೆ ಪ್ರಧಾನಿ ನರೇಂದ್ರ ಮೋದಿ ಸಂವಾದ ನಡೆಸಿದರು. ಜನೌಷಧಿ ಬಳಕೆಯ ಲಾಭ ಕುರಿತು ವಿವರಿಸಿದ ಅವರು, ತಮ್ಮ ಆರೋಗ್ಯದಲ್ಲಿ ಸುಧಾರಣೆ ಕಂಡಿದೆ, ಆರ್ಥಿಕವಾಗಿ ಉಳಿತಾಯವಾಗಿದೆ ಎಂದರು. ಅವರ ಅಧಿಕ ರಕ್ತದೊತ್ತಡ (ಬಿಪಿ) ಮತ್ತು bbox=[547, 625, 777, 814]
chlorine-banner-left bbox=[84, 932, 532, 1065]
reg-dot-cyan bbox=[87, 2332, 97, 2342]
reg-dot-yellow bbox=[119, 2332, 129, 2342]
registration-marks-left bbox=[87, 2331, 175, 2346]
page-header bbox=[84, 85, 1484, 124]
quote-attribution: – ಡಾ.ಕೆ.ಸುಧಾಕರ್, ಆರೋಗ್ಯ ಸಚಿವ. bbox=[868, 452, 1012, 466]
sudhakar-quote-box bbox=[785, 255, 1023, 486]
ambulance-students-photo bbox=[502, 1713, 884, 1904]
reg-dot-yellow bbox=[774, 2332, 784, 2342]
chlorine-site-smoke-photo bbox=[893, 970, 1485, 1265]
page-number-badge bbox=[84, 88, 159, 123]
banner-left-text: ಕ್ಲೋರಿನ್ bbox=[188, 951, 428, 1046]
story1-column-4: ಮೈಸೂರು, ಮಾ.7(ಆರ್‌ಕೆ)– ನರೇಂದ್ರ ಮೋದಿ ಪ್ರಧಾನಿಯಾಗಿ ಬರುವವರೆಗೂ ಕಳೆದ 68 ವರ್ಷಗಳಲ್ಲಿ ಯಾರೂ ದೇಶದ ಬಡವರಿಗೆ ಗುಣಮಟ್ಟದ ಹಾಗೂ ಕಡಿಮೆ ದರದ ಔಷಧಿಗಳನ್ನು ನೀಡುವ ಚಿಂತನೆ ಬರಲಿಲ್ಲ. ಆದರೆ ಪ್ರಧಾನಿಯವರ ನೇತೃತ್ವದಲ್ಲಿ ಕೇವಲ ಮಾಡುತ್ತಿದ್ದಾರೆ ನಗರಕ್ಕೆ ಹೆಚ್ಚು ವಿಸ್ತರಿಸುತ್ತಿದೆ ಎಂದು ಆರೋಗ್ಯ ಸಚಿವ ಡಾ.ಕೆ.ಸುಧಾಕರ್ ಅಭಿಪ್ರಾಯಪಟ್ಟರು. ಮೈಸೂರಿನ ಸದರ್ನ್ ಸ್ಟಾರ್ ಹೋಟೆಲ್‌ನಲ್ಲಿ ಪ್ರಧಾನಿ ನರೇಂದ್ರ ಮೋದಿ ಅವರು 'ಜನೌಷಧಿ ದಿನ'ದ ಅಂಗವಾಗಿ ಜನೌಷಧಿ ಫಲಾನುಭವಿಗಳು ಮತ್ತು ಜನೌಷಧಿ ಕೇಂದ್ರಗಳ ಸಂಚಾಲಕರ ಜೊತೆಗಿನ ಸಂವಾದ ಕಾರ್ಯಕ್ರಮಕ್ಕೆ ಚಾಲನೆ ನೀಡಿ ಮಾತನಾಡಿದರು. ದೇಶದಲ್ಲಿ 9000ಕ್ಕೂ ಹೆಚ್ಚು ಜನೌಷಧಿ ಕೇಂದ್ರಗಳಿವೆ. ಕರ್ನಾಟಕದಲ್ಲಿ 952 ಕೇಂದ್ರಗಳಿವೆ. ಮುಂದಿನ 6 ತಿಂಗಳಲ್ಲಿ ಇನ್ನೂ 500 ಮಳಿಗೆ ನೀಡಲು ಆರೋಗ್ಯ ಇಲಾಖೆ ಗುರಿ ಹೊಂದಿದೆ. ಹೆಚ್ಚು ಹೆಚ್ಚು ಜನರಿಗೆ ಜನೌಷಧಿ ತಲುಪುವಂತಾಗಬೇಕಿದೆ ಎಂದರು. ಮಧುಮೇಹ, ಕ್ಯಾನ್ಸರ್, ಮೂತ್ರಪಿಂಡದ ಕಾಯಿಲೆ ಸೇರಿದಂತೆ ಅನೇಕ ರೋಗಗಳಿಗೆ ಜನೌಷಧಿ ಇದೆ. ಬ್ರಾಂಡ್ ಔಷಧಿಗಳಿಗೆ ಹೋಲಿಸಿದರೆ ಜನೌಷಧಿಗಳಲ್ಲಿ ಶೇ.70–80ರಷ್ಟು ರಿಯಾಯಿತಿ ಇದೆ. ಬ್ರಾಂಡೆಡ್ ಮತ್ತು ಜನೌಷಧಿ ಎರಡೂ ಒಂದೇ ಗುಣಮಟ್ಟದ್ದಾಗಿರುತ್ತವೆ. ಹಾಗಾಗಿ ಬಡ, ಮಧ್ಯಮ ವರ್ಗದವರು ಇದರ ಪ್ರಯೋಜನ ಪಡೆದುಕೊಳ್ಳಬೇಕೆಂದು ಮನವಿ ಮಾಡಿದರು. bbox=[1030, 550, 1485, 721]
mla-hospital-visit-photo bbox=[84, 1076, 492, 1326]
quote-mark-icon: “ bbox=[790, 255, 817, 302]
section-name: ಮೈಸೂರು ನಗರ bbox=[172, 88, 477, 123]
mla-visit-caption-head: ಶಾಸಕ ನಾಗೇಂದ್ರ ಆಸ್ಪತ್ರೆಗೆ ಭೇಟಿ bbox=[201, 1332, 375, 1353]
